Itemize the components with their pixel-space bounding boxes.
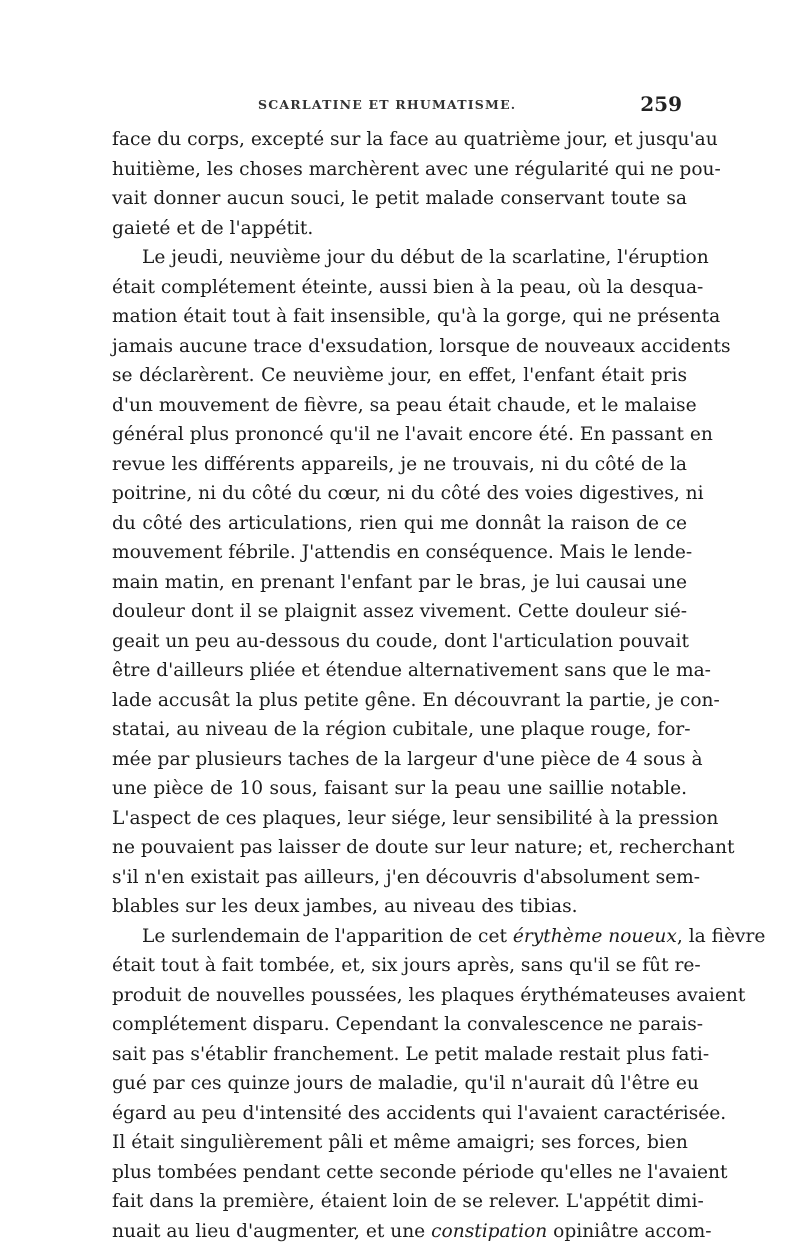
italic-term: constipation xyxy=(431,1221,547,1242)
text-line: produit de nouvelles poussées, les plaques érythémateuses avaient xyxy=(112,981,687,1011)
text-line: vait donner aucun souci, le petit malade conservant toute sa xyxy=(112,184,687,214)
text-line: revue les différents appareils, je ne trouvais, ni du côté de la xyxy=(112,450,687,480)
text-line: lade accusât la plus petite gêne. En découvrant la partie, je con- xyxy=(112,686,687,716)
text-line: mée par plusieurs taches de la largeur d'une pièce de 4 sous à xyxy=(112,745,687,775)
text-line: égard au peu d'intensité des accidents qui l'avaient caractérisée. xyxy=(112,1099,687,1129)
text-line: s'il n'en existait pas ailleurs, j'en découvris d'absolument sem- xyxy=(112,863,687,893)
text-line: statai, au niveau de la région cubitale, une plaque rouge, for- xyxy=(112,715,687,745)
text-line: mation était tout à fait insensible, qu'à la gorge, qui ne présenta xyxy=(112,302,687,332)
text-line: geait un peu au-dessous du coude, dont l'articulation pouvait xyxy=(112,627,687,657)
text-line: une pièce de 10 sous, faisant sur la peau une saillie notable. xyxy=(112,774,687,804)
text-line: gaieté et de l'appétit. xyxy=(112,214,687,244)
text-line: était complétement éteinte, aussi bien à la peau, où la desqua- xyxy=(112,273,687,303)
page-number: 259 xyxy=(640,92,682,116)
text-line: mouvement fébrile. J'attendis en conséquence. Mais le lende- xyxy=(112,538,687,568)
text-line: poitrine, ni du côté du cœur, ni du côté des voies digestives, ni xyxy=(112,479,687,509)
text-line: gué par ces quinze jours de maladie, qu'il n'aurait dû l'être eu xyxy=(112,1069,687,1099)
text-line: Le jeudi, neuvième jour du début de la scarlatine, l'éruption xyxy=(112,243,687,273)
running-title: SCARLATINE ET RHUMATISME. xyxy=(258,97,516,112)
text-line: huitième, les choses marchèrent avec une régularité qui ne pou- xyxy=(112,155,687,185)
text-line: jamais aucune trace d'exsudation, lorsque de nouveaux accidents xyxy=(112,332,687,362)
text-line: blables sur les deux jambes, au niveau des tibias. xyxy=(112,892,687,922)
text-line: d'un mouvement de fièvre, sa peau était chaude, et le malaise xyxy=(112,391,687,421)
text-line: main matin, en prenant l'enfant par le bras, je lui causai une xyxy=(112,568,687,598)
text-line: plus tombées pendant cette seconde période qu'elles ne l'avaient xyxy=(112,1158,687,1188)
text-line: complétement disparu. Cependant la convalescence ne parais- xyxy=(112,1010,687,1040)
page-header xyxy=(112,92,682,116)
text-line: être d'ailleurs pliée et étendue alternativement sans que le ma- xyxy=(112,656,687,686)
text-line: était tout à fait tombée, et, six jours après, sans qu'il se fût re- xyxy=(112,951,687,981)
text-line: Il était singulièrement pâli et même amaigri; ses forces, bien xyxy=(112,1128,687,1158)
text-line: nuait au lieu d'augmenter, et une constipation opiniâtre accom- xyxy=(112,1217,687,1246)
text-line: fait dans la première, étaient loin de se relever. L'appétit dimi- xyxy=(112,1187,687,1217)
text-line: général plus prononcé qu'il ne l'avait encore été. En passant en xyxy=(112,420,687,450)
text-line: ne pouvaient pas laisser de doute sur leur nature; et, recherchant xyxy=(112,833,687,863)
text-line: douleur dont il se plaignit assez vivement. Cette douleur sié- xyxy=(112,597,687,627)
text-line: L'aspect de ces plaques, leur siége, leur sensibilité à la pression xyxy=(112,804,687,834)
text-line: du côté des articulations, rien qui me donnât la raison de ce xyxy=(112,509,687,539)
italic-term: érythème noueux xyxy=(513,926,677,947)
text-line: face du corps, excepté sur la face au quatrième jour, et jusqu'au xyxy=(112,125,687,155)
body-text xyxy=(112,125,687,1246)
text-line: sait pas s'établir franchement. Le petit malade restait plus fati- xyxy=(112,1040,687,1070)
text-line: Le surlendemain de l'apparition de cet érythème noueux, la fièvre xyxy=(112,922,687,952)
text-line: se déclarèrent. Ce neuvième jour, en effet, l'enfant était pris xyxy=(112,361,687,391)
